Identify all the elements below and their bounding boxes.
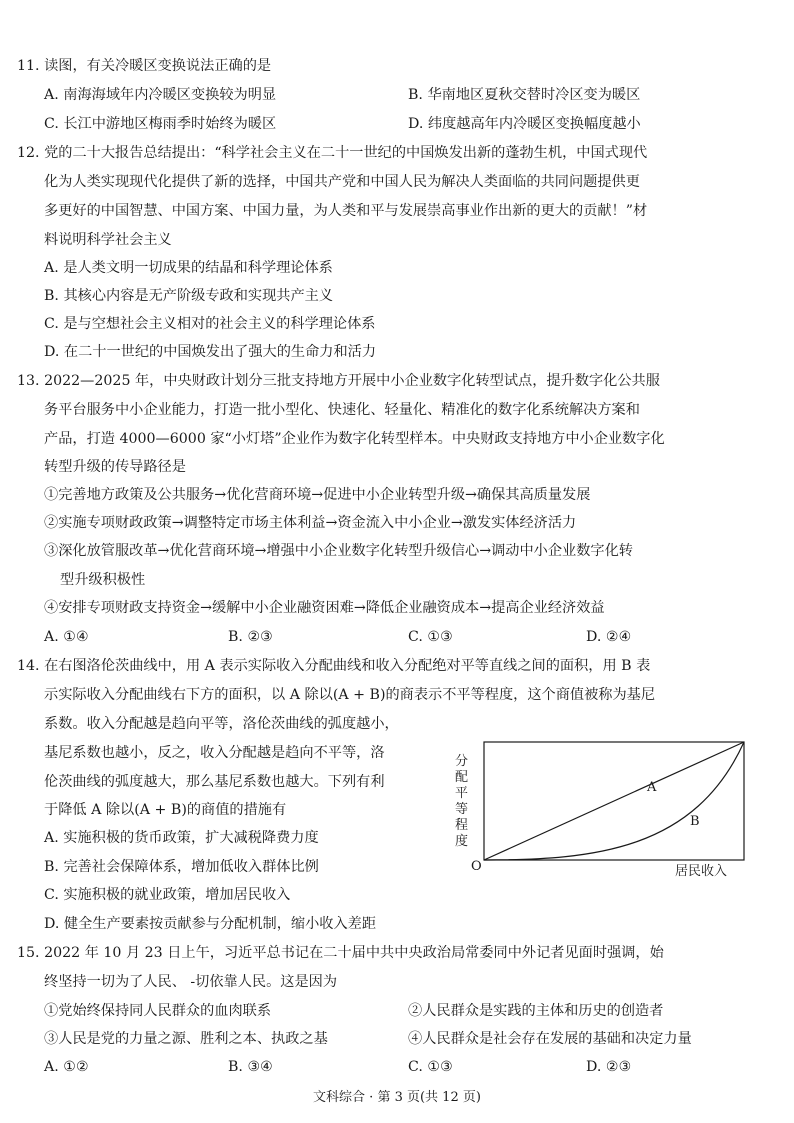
q11-option-a: A. 南海海域年内冷暖区变换较为明显 <box>44 87 277 103</box>
q12-option-c: C. 是与空想社会主义相对的社会主义的科学理论体系 <box>44 316 376 332</box>
figure-xlabel: 居民收入 <box>675 864 728 879</box>
q14-stem-line-1: 14. 在右图洛伦茨曲线中，用 A 表示实际收入分配曲线和收入分配绝对平等直线之间的面积，用 B 表 <box>17 658 651 674</box>
q12-option-a: A. 是人类文明一切成果的结晶和科学理论体系 <box>44 260 333 276</box>
q13-stem-line-4: 转型升级的传导路径是 <box>44 459 186 475</box>
figure-origin-label: O <box>471 859 482 874</box>
q13-option-d: D. ②④ <box>586 629 632 645</box>
q15-item-2: ②人民群众是实践的主体和历史的创造者 <box>408 1003 664 1019</box>
figure-ylabel-char-5: 程 <box>455 818 469 833</box>
figure-area-b-label: B <box>690 814 700 829</box>
figure-ylabel-char-4: 等 <box>455 802 469 817</box>
q13-option-b: B. ②③ <box>228 629 273 645</box>
q12-option-b: B. 其核心内容是无产阶级专政和实现共产主义 <box>44 288 334 304</box>
q11-option-d: D. 纬度越高年内冷暖区变换幅度越小 <box>408 116 641 132</box>
q13-item-1: ①完善地方政策及公共服务→优化营商环境→促进中小企业转型升级→确保其高质量发展 <box>44 487 591 503</box>
q13-stem-line-1: 13. 2022—2025 年，中央财政计划分三批支持地方开展中小企业数字化转型试点，提升数字化公共服 <box>17 373 660 389</box>
figure-area-a-label: A <box>647 780 657 795</box>
page-footer: 文科综合 · 第 3 页(共 12 页) <box>313 1090 481 1105</box>
q13-item-2: ②实施专项财政政策→调整特定市场主体利益→资金流入中小企业→激发实体经济活力 <box>44 515 577 531</box>
q14-stem-line-5: 伦茨曲线的弧度越大，那么基尼系数也越大。下列有利 <box>44 774 385 790</box>
figure-ylabel-char-2: 配 <box>455 770 469 785</box>
q15-option-a: A. ①② <box>44 1059 89 1075</box>
q15-stem-line-2: 终坚持一切为了人民、 -切依靠人民。这是因为 <box>44 974 338 990</box>
q13-option-c: C. ①③ <box>408 629 453 645</box>
q12-option-d: D. 在二十一世纪的中国焕发出了强大的生命力和活力 <box>44 344 377 360</box>
q13-stem-line-2: 务平台服务中小企业能力，打造一批小型化、快速化、轻量化、精准化的数字化系统解决方案和 <box>44 402 640 418</box>
q14-stem-line-2: 示实际收入分配曲线右下方的面积，以 A 除以(A + B)的商表示不平等程度，这个商值被称为基尼 <box>44 687 656 703</box>
figure-ylabel-char-3: 平 <box>455 786 469 801</box>
figure-ylabel-char-6: 度 <box>455 834 469 849</box>
q13-stem-line-3: 产品，打造 4000—6000 家“小灯塔”企业作为数字化转型样本。中央财政支持地方中小企业数字化 <box>44 431 665 447</box>
q13-option-a: A. ①④ <box>44 629 89 645</box>
equality-line <box>484 742 744 860</box>
q14-stem-line-3: 系数。收入分配越是趋向平等，洛伦茨曲线的弧度越小， <box>44 716 399 732</box>
q12-stem-line-2: 化为人类实现现代化提供了新的选择，中国共产党和中国人民为解决人类面临的共同问题提供更 <box>44 174 640 190</box>
q14-option-c: C. 实施积极的就业政策，增加居民收入 <box>44 887 291 903</box>
q14-option-d: D. 健全生产要素按贡献参与分配机制，缩小收入差距 <box>44 916 377 932</box>
figure-ylabel-char-1: 分 <box>455 754 469 769</box>
q12-stem-line-1: 12. 党的二十大报告总结提出：“科学社会主义在二十一世纪的中国焕发出新的蓬勃生机，中国式现代 <box>17 145 648 161</box>
q15-item-3: ③人民是党的力量之源、胜利之本、执政之基 <box>44 1031 328 1047</box>
q14-stem-line-6: 于降低 A 除以(A + B)的商值的措施有 <box>44 802 287 818</box>
q15-option-d: D. ②③ <box>586 1059 632 1075</box>
q15-item-4: ④人民群众是社会存在发展的基础和决定力量 <box>408 1031 692 1047</box>
q12-stem-line-3: 多更好的中国智慧、中国方案、中国力量，为人类和平与发展崇高事业作出新的更大的贡献！”材 <box>44 203 648 219</box>
q15-stem-line-1: 15. 2022 年 10 月 23 日上午，习近平总书记在二十届中共中央政治局常委同中外记者见面时强调，始 <box>17 945 664 961</box>
lorenz-curve-figure <box>455 735 755 895</box>
q12-stem-line-4: 料说明科学社会主义 <box>44 232 172 248</box>
q11-option-b: B. 华南地区夏秋交替时冷区变为暖区 <box>408 87 641 103</box>
q15-option-c: C. ①③ <box>408 1059 453 1075</box>
q13-item-3: ③深化放管服改革→优化营商环境→增强中小企业数字化转型升级信心→调动中小企业数字化转 <box>44 543 633 559</box>
q14-option-b: B. 完善社会保障体系，增加低收入群体比例 <box>44 859 319 875</box>
q13-item-4: ④安排专项财政支持资金→缓解中小企业融资困难→降低企业融资成本→提高企业经济效益 <box>44 600 605 616</box>
q14-stem-line-4: 基尼系数也越小，反之，收入分配越是趋向不平等，洛 <box>44 745 385 761</box>
q13-item-3-cont: 型升级积极性 <box>60 572 146 588</box>
q14-option-a: A. 实施积极的货币政策，扩大减税降费力度 <box>44 830 319 846</box>
q15-item-1: ①党始终保持同人民群众的血肉联系 <box>44 1003 272 1019</box>
q15-option-b: B. ③④ <box>228 1059 273 1075</box>
q11-stem: 11. 读图，有关冷暖区变换说法正确的是 <box>17 58 272 74</box>
q11-option-c: C. 长江中游地区梅雨季时始终为暖区 <box>44 116 277 132</box>
